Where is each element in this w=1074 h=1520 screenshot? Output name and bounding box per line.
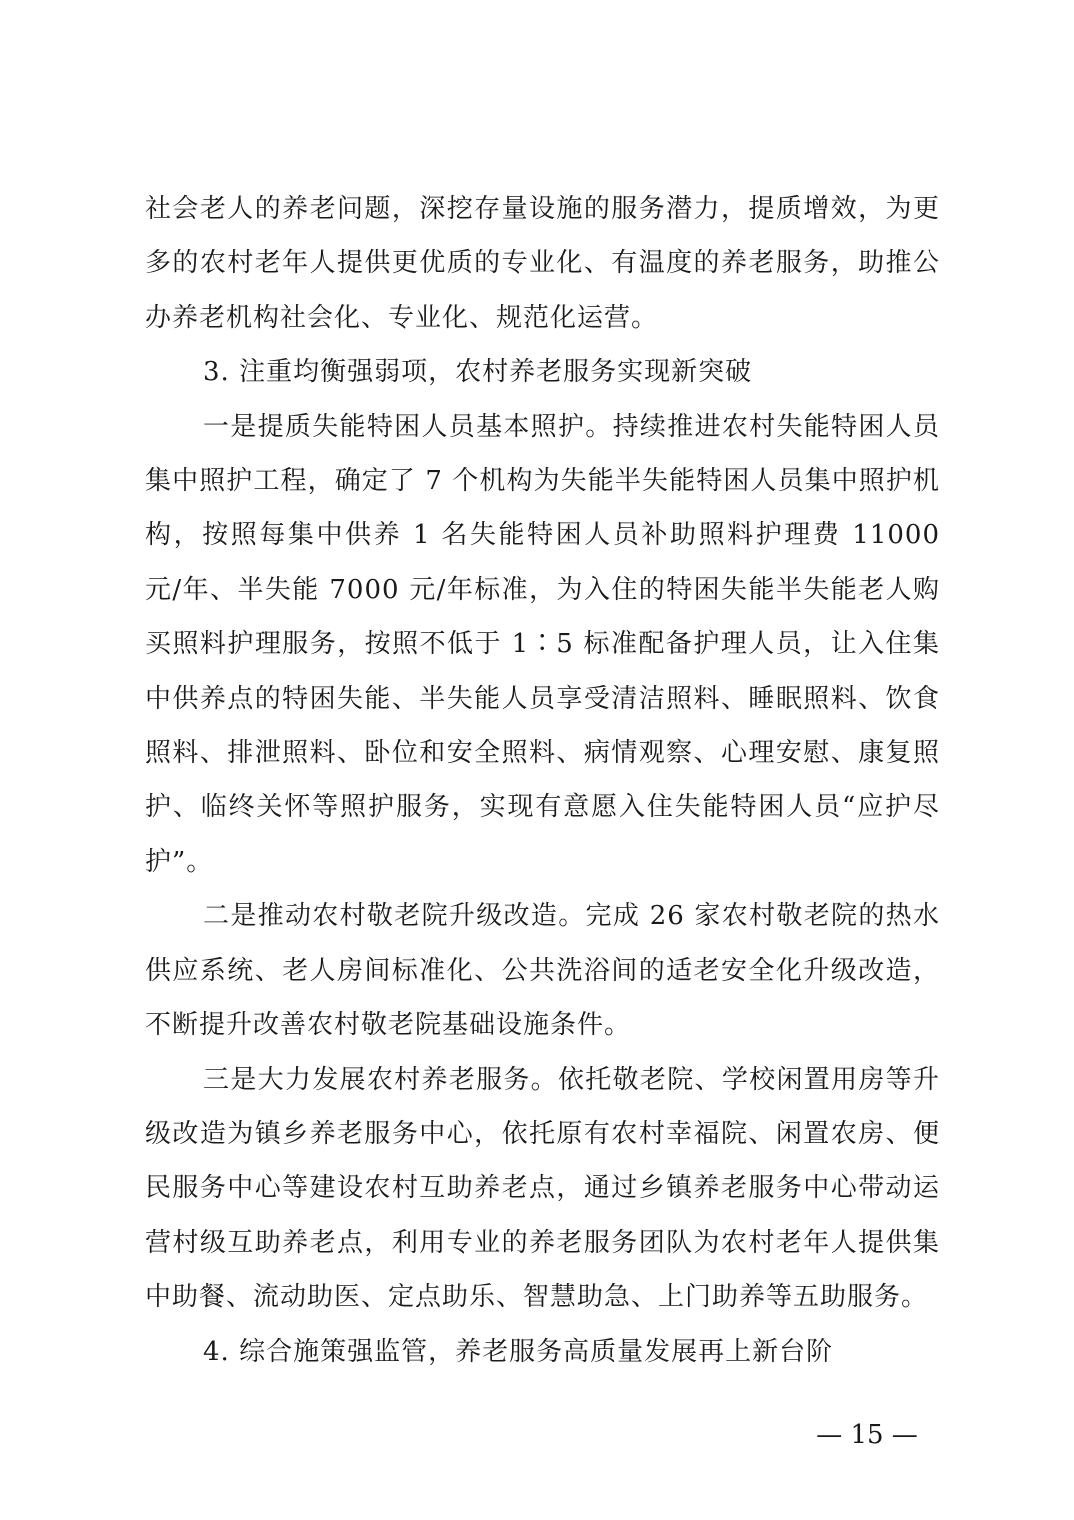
paragraph-nursing-home-upgrade: 二是推动农村敬老院升级改造。完成 26 家农村敬老院的热水供应系统、老人房间标准化、公共洗浴间的适老安全化升级改造，不断提升改善农村敬老院基础设施条件。 [145,901,940,1041]
paragraph-rural-elderly-services: 三是大力发展农村养老服务。依托敬老院、学校闲置用房等升级改造为镇乡养老服务中心，依托原有农村幸福院、闲置农房、便民服务中心等建设农村互助养老点，通过乡镇养老服务中心带动运营村级互助养老点，利用专业的养老服务团队为农村老年人提供集中助餐、流动助医、定点助乐、智慧助急、上门助养等五助服务。 [145,1064,940,1313]
document-body [145,182,940,1379]
section-heading-4: 4. 综合施策强监管，养老服务高质量发展再上新台阶 [203,1336,834,1367]
section-heading-3: 3. 注重均衡强弱项，农村养老服务实现新突破 [203,357,753,388]
page-number: — 15 — [816,1420,918,1450]
paragraph-continuation: 社会老人的养老问题，深挖存量设施的服务潜力，提质增效，为更多的农村老年人提供更优质的专业化、有温度的养老服务，助推公办养老机构社会化、专业化、规范化运营。 [145,194,940,333]
paragraph-care-for-disabled: 一是提质失能特困人员基本照护。持续推进农村失能特困人员集中照护工程，确定了 7 个机构为失能半失能特困人员集中照护机构，按照每集中供养 1 名失能特困人员补助照料护理费 11000 元/年、半失能 7000 元/年标准，为入住的特困失能半失能老人购买照料护理服务，按照不低于 1∶5 标准配备护理人员，让入住集中供养点的特困失能、半失能人员享受清洁照料、睡眠照料、饮食照料、排泄照料、卧位和安全照料、病情观察、心理安慰、康复照护、临终关怀等照护服务，实现有意愿入住失能特困人员“应护尽护”。 [145,411,940,877]
